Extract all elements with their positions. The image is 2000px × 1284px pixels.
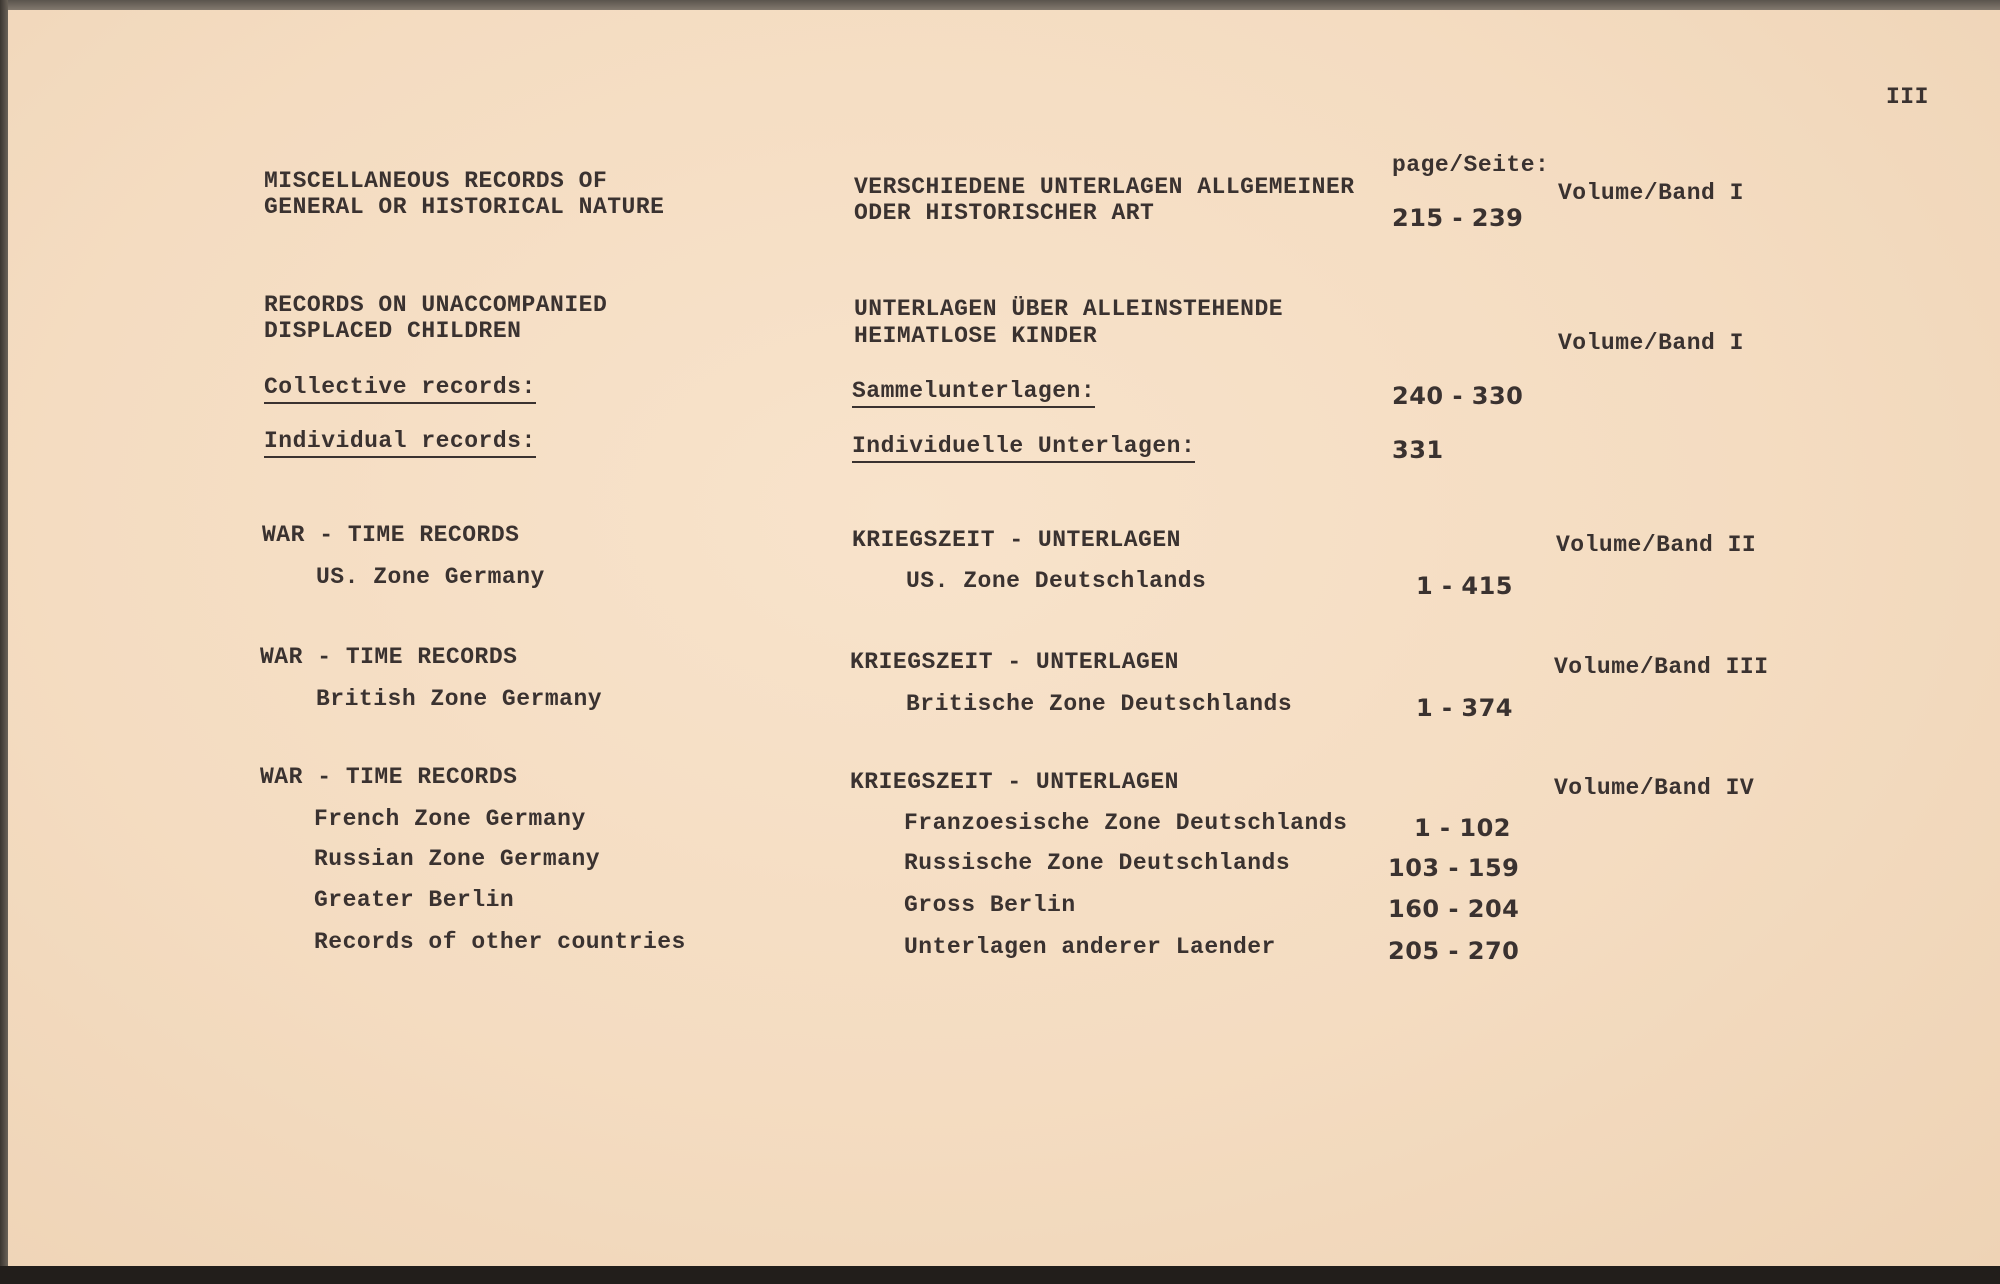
collective-records-label-en: Collective records: xyxy=(264,376,536,404)
british-zone-label-en: British Zone Germany xyxy=(316,686,603,712)
section-misc-title-en-line2: GENERAL OR HISTORICAL NATURE xyxy=(264,194,665,220)
greater-berlin-label-de: Gross Berlin xyxy=(904,892,1076,918)
individual-records-label-de: Individuelle Unterlagen: xyxy=(852,435,1195,463)
french-zone-label-de: Franzoesische Zone Deutschlands xyxy=(904,810,1348,836)
other-countries-label-de: Unterlagen anderer Laender xyxy=(904,934,1276,960)
section-war-british-volume: Volume/Band III xyxy=(1554,654,1769,680)
section-children-title-en-line1: RECORDS ON UNACCOMPANIED xyxy=(264,292,608,318)
russian-zone-label-de: Russische Zone Deutschlands xyxy=(904,850,1291,876)
french-zone-pages: 1 - 102 xyxy=(1414,814,1511,842)
section-war-other-heading-de: KRIEGSZEIT - UNTERLAGEN xyxy=(850,769,1179,795)
individual-records-label-en: Individual records: xyxy=(264,430,536,458)
russian-zone-label-en: Russian Zone Germany xyxy=(314,846,601,872)
russian-zone-pages: 103 - 159 xyxy=(1388,854,1520,882)
us-zone-pages: 1 - 415 xyxy=(1416,572,1513,600)
section-misc-pages: 215 - 239 xyxy=(1392,204,1524,232)
section-children-volume: Volume/Band I xyxy=(1558,330,1744,356)
other-countries-label-en: Records of other countries xyxy=(314,929,686,955)
other-countries-pages: 205 - 270 xyxy=(1388,937,1520,965)
greater-berlin-pages: 160 - 204 xyxy=(1388,895,1520,923)
section-misc-volume: Volume/Band I xyxy=(1558,180,1744,206)
scan-bottom-edge xyxy=(0,1266,2000,1284)
section-misc-title-en-line1: MISCELLANEOUS RECORDS OF xyxy=(264,168,608,194)
french-zone-label-en: French Zone Germany xyxy=(314,806,586,832)
us-zone-label-de: US. Zone Deutschlands xyxy=(906,568,1207,594)
individual-records-pages: 331 xyxy=(1392,436,1444,464)
section-misc-title-de-line1: VERSCHIEDENE UNTERLAGEN ALLGEMEINER xyxy=(854,174,1355,200)
page-number: III xyxy=(1886,84,1929,110)
us-zone-label-en: US. Zone Germany xyxy=(316,564,545,590)
scan-left-edge xyxy=(0,0,8,1284)
section-war-other-heading-en: WAR - TIME RECORDS xyxy=(260,764,518,790)
section-children-title-de-line1: UNTERLAGEN ÜBER ALLEINSTEHENDE xyxy=(854,296,1284,322)
section-war-british-heading-en: WAR - TIME RECORDS xyxy=(260,644,518,670)
section-war-us-volume: Volume/Band II xyxy=(1556,532,1757,558)
collective-records-pages: 240 - 330 xyxy=(1392,382,1524,410)
greater-berlin-label-en: Greater Berlin xyxy=(314,887,515,913)
page-column-header: page/Seite: xyxy=(1392,152,1550,178)
british-zone-pages: 1 - 374 xyxy=(1416,694,1513,722)
section-war-british-heading-de: KRIEGSZEIT - UNTERLAGEN xyxy=(850,649,1179,675)
section-war-us-heading-en: WAR - TIME RECORDS xyxy=(262,522,520,548)
collective-records-label-de: Sammelunterlagen: xyxy=(852,380,1095,408)
section-war-other-volume: Volume/Band IV xyxy=(1554,775,1755,801)
document-page xyxy=(8,10,2000,1266)
section-misc-title-de-line2: ODER HISTORISCHER ART xyxy=(854,200,1155,226)
section-children-title-de-line2: HEIMATLOSE KINDER xyxy=(854,323,1098,349)
section-children-title-en-line2: DISPLACED CHILDREN xyxy=(264,318,522,344)
british-zone-label-de: Britische Zone Deutschlands xyxy=(906,691,1293,717)
section-war-us-heading-de: KRIEGSZEIT - UNTERLAGEN xyxy=(852,527,1181,553)
